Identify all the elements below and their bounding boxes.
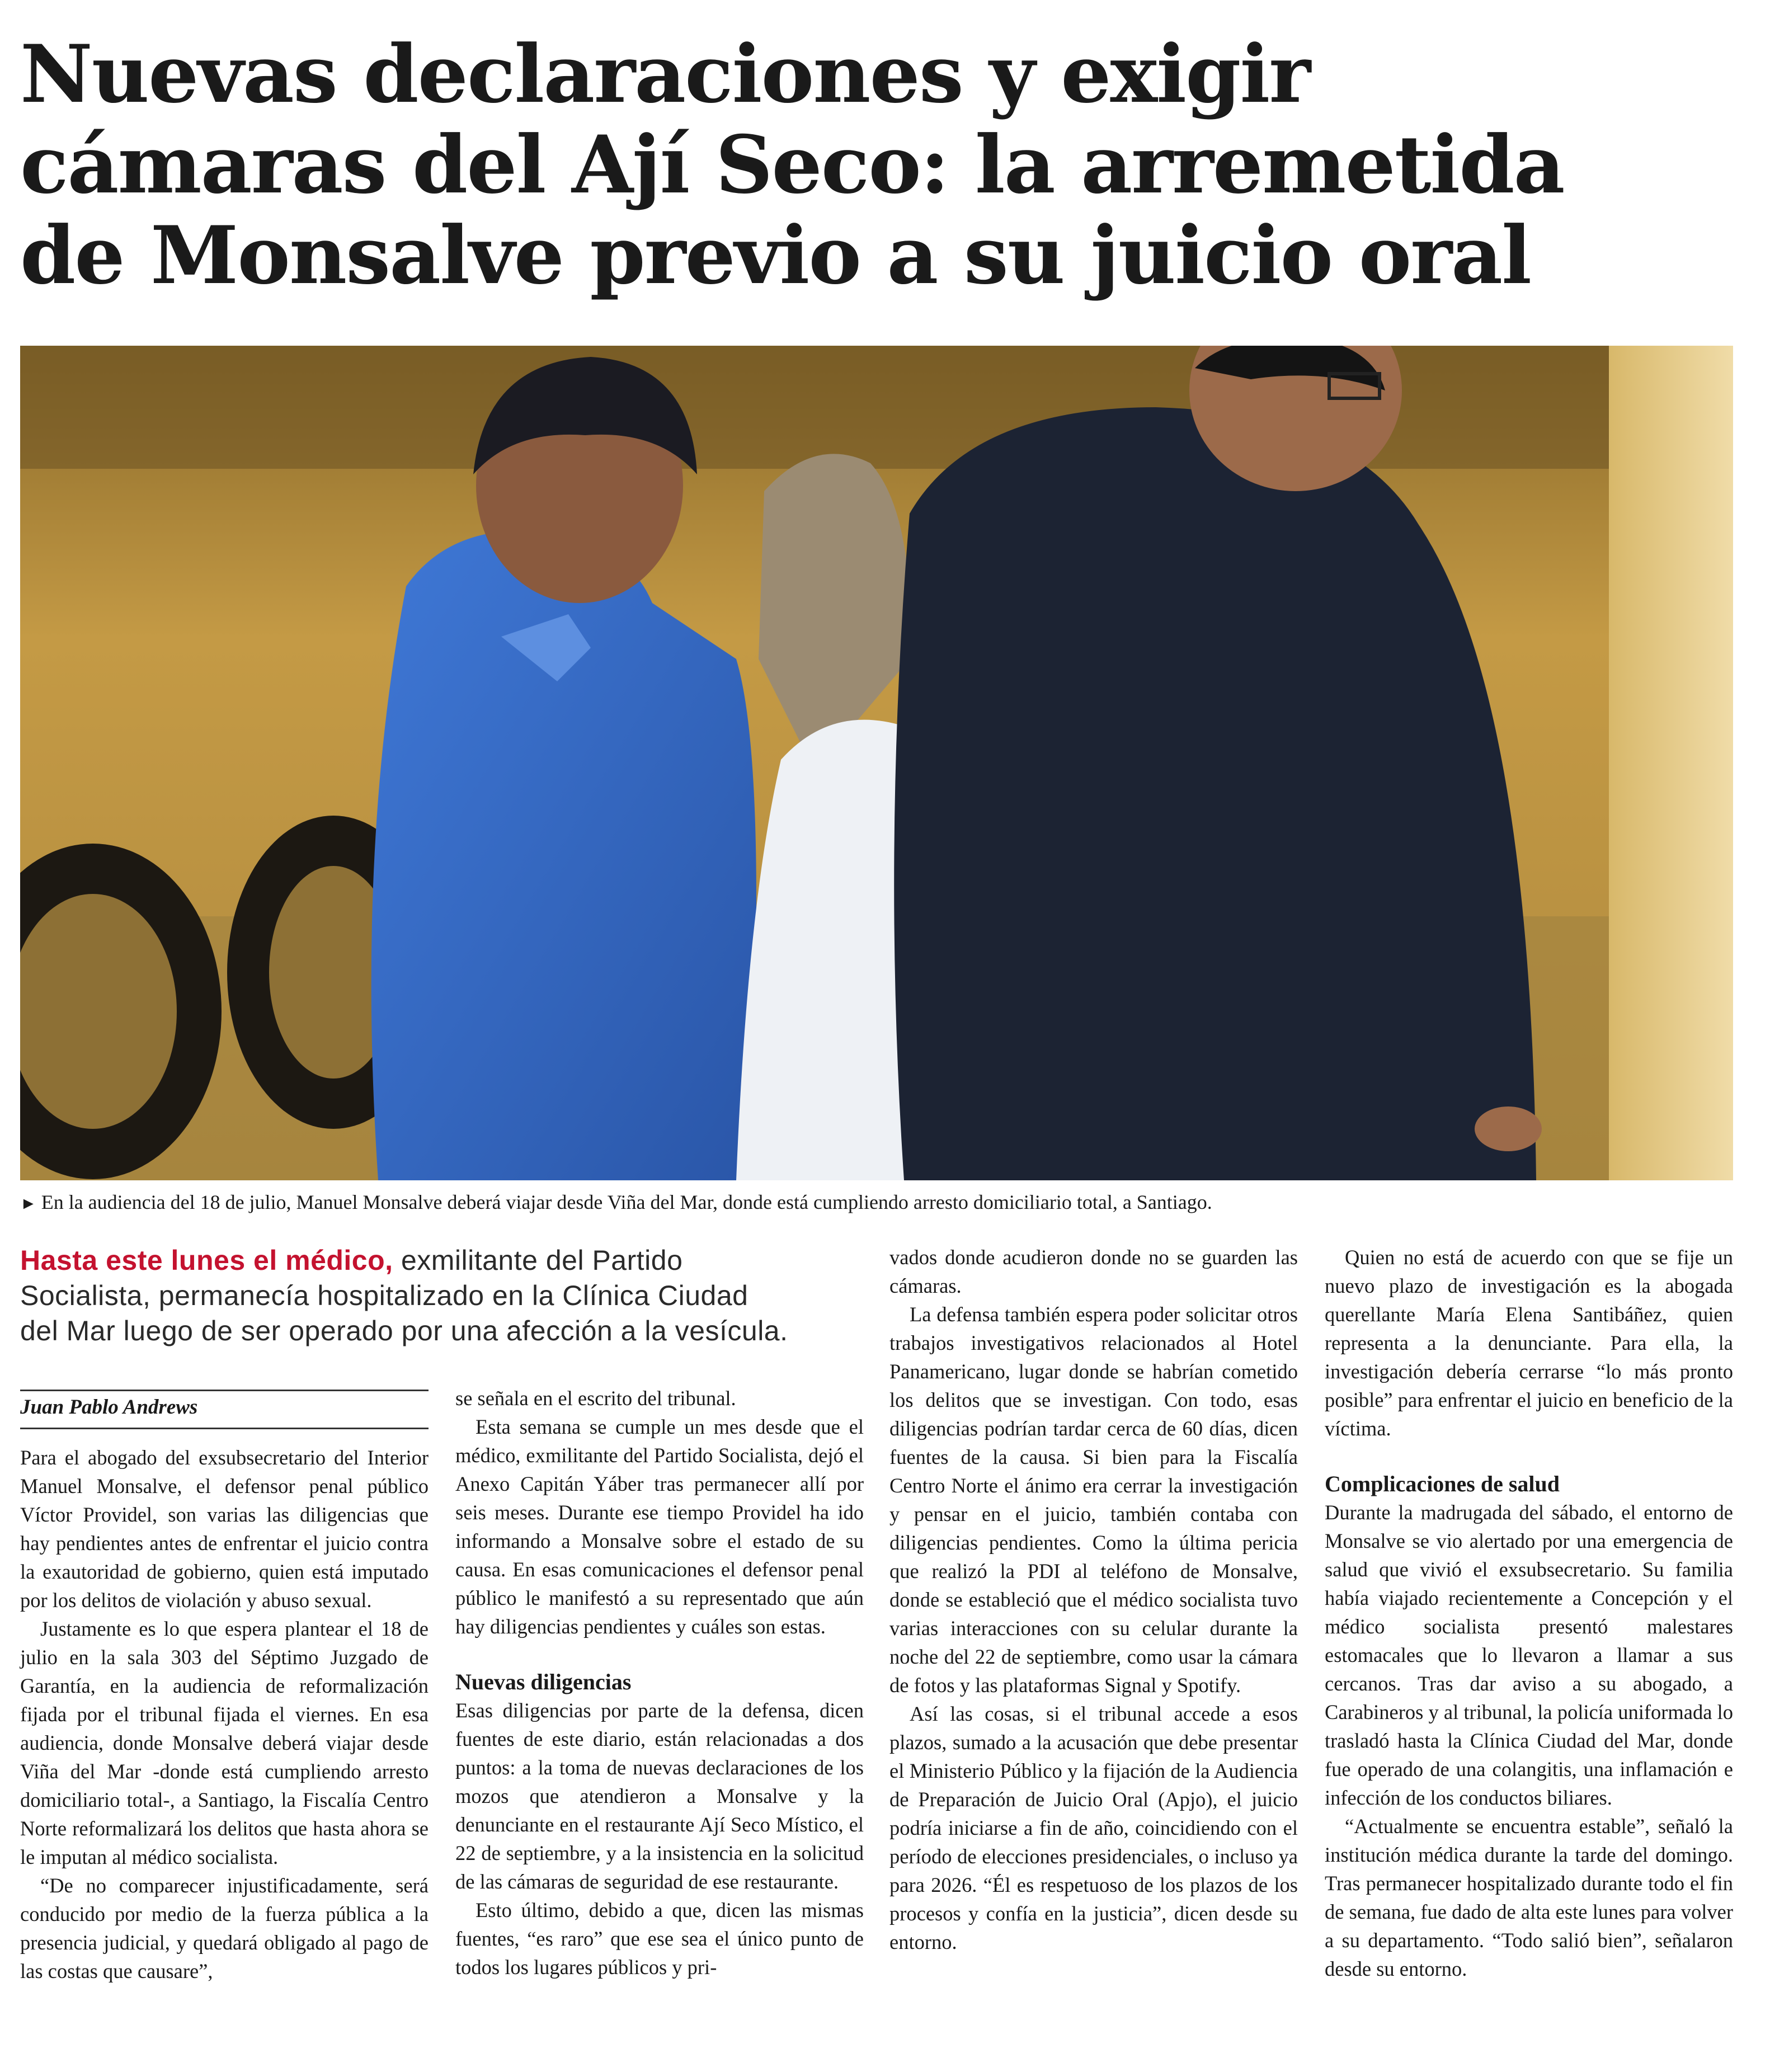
paragraph: Esto último, debido a que, dicen las mismas fuentes, “es raro” que ese sea el único punto de todos los lugares públicos y pri- [455, 1899, 864, 1979]
article-column-1 [20, 1443, 429, 1985]
lede-line-2: Socialista, permanecía hospitalizado en la Clínica Ciudad [20, 1280, 749, 1311]
paragraph: vados donde acudieron donde no se guarden las cámaras. [889, 1246, 1298, 1297]
subheading-complicaciones-de-salud: Complicaciones de salud [1325, 1471, 1560, 1496]
photo-illustration [20, 346, 1733, 1180]
headline-line-1: Nuevas declaraciones y exigir [20, 28, 1310, 121]
caption-text: En la audiencia del 18 de julio, Manuel Monsalve deberá viajar desde Viña del Mar, donde está cumpliendo arresto domiciliario total, a Santiago. [41, 1191, 1212, 1213]
lede [20, 1243, 870, 1349]
article-column-3 [889, 1243, 1298, 1956]
article-column-4 [1325, 1243, 1733, 1983]
paragraph: La defensa también espera poder solicitar otros trabajos investigativos relacionados al Hotel Panamericano, lugar donde se habrían cometido los delitos que se investigan. Con todo, esas diligencias podrían tardar cerca de 60 días, dicen fuentes de la causa. Si bien para la Fiscalía Centro Norte el ánimo era cerrar la investigación y pensar en el juicio, también contaba con diligencias pendientes. Como la última pericia que realizó la PDI al teléfono de Monsalve, donde se estableció que el médico socialista tuvo varias interacciones con su celular durante la noche del 22 de septiembre, como usar la cámara de fotos y las plataformas Signal y Spotify. [889, 1303, 1298, 1697]
lede-line-3: del Mar luego de ser operado por una afección a la vesícula. [20, 1315, 788, 1346]
byline-top-rule [20, 1390, 429, 1391]
paragraph: Justamente es lo que espera plantear el 18 de julio en la sala 303 del Séptimo Juzgado de Garantía, en la audiencia de reformalización fijada por el tribunal fijada el viernes. En esa audiencia, donde Monsalve deberá viajar desde Viña del Mar -donde está cumpliendo arresto domiciliario total-, a Santiago, la Fiscalía Centro Norte reformalizará los delitos que hasta ahora se le imputan al médico socialista. [20, 1617, 429, 1868]
lede-line-1-rest: exmilitante del Partido [393, 1245, 683, 1276]
headline-line-3: de Monsalve previo a su juicio oral [20, 209, 1531, 302]
article-photo [20, 346, 1733, 1180]
paragraph: Esta semana se cumple un mes desde que el médico, exmilitante del Partido Socialista, dejó el Anexo Capitán Yáber tras permanecer allí por seis meses. Durante ese tiempo Providel ha ido informando a Monsalve sobre el estado de su causa. En esas comunicaciones el defensor penal público le manifestó a su representado que aún hay diligencias pendientes y cuáles son estas. [455, 1415, 864, 1638]
headline-line-2: cámaras del Ají Seco: la arremetida [20, 119, 1564, 211]
paragraph: se señala en el escrito del tribunal. [455, 1387, 736, 1410]
paragraph: Así las cosas, si el tribunal accede a esos plazos, sumado a la acusación que debe presentar el Ministerio Público y la fijación de la Audiencia de Preparación de Juicio Oral (Apjo), el juicio podría iniciarse a fin de año, coincidiendo con el período de elecciones presidenciales, o incluso ya para 2026. “Él es respetuoso de los plazos de los procesos y confía en la justicia”, dicen desde su entorno. [889, 1702, 1298, 1953]
paragraph: Quien no está de acuerdo con que se fije un nuevo plazo de investigación es la abogada querellante María Elena Santibáñez, quien representa a la denunciante. Para ella, la investigación debería cerrarse “lo más pronto posible” para enfrentar el juicio en beneficio de la víctima. [1325, 1246, 1733, 1440]
byline-bottom-rule [20, 1428, 429, 1429]
lede-line-1 [20, 1243, 870, 1278]
paragraph: Durante la madrugada del sábado, el entorno de Monsalve se vio alertado por una emergencia de salud que vivió el exsubsecretario. Su familia había viajado recientemente a Concepción y el médico socialista presentó malestares estomacales que lo llevaron a llamar a sus cercanos. Tras dar aviso a su abogado, a Carabineros y al tribunal, la policía uniformada lo trasladó hasta la Clínica Ciudad del Mar, donde fue operado de una colangitis, una inflamación e infección de los conductos biliares. [1325, 1501, 1733, 1809]
paragraph: Para el abogado del exsubsecretario del Interior Manuel Monsalve, el defensor penal público Víctor Providel, son varias las diligencias que hay pendientes antes de enfrentar el juicio contra la exautoridad de gobierno, quien está imputado por los delitos de violación y abuso sexual. [20, 1446, 429, 1612]
lede-lead-in: Hasta este lunes el médico, [20, 1245, 393, 1276]
byline: Juan Pablo Andrews [20, 1396, 198, 1419]
article-column-2 [455, 1384, 864, 1981]
paragraph: “De no comparecer injustificadamente, será conducido por medio de la fuerza pública a la presencia judicial, y quedará obligado al pago de las costas que causare”, [20, 1874, 429, 1982]
caption-triangle-icon: ► [20, 1194, 37, 1213]
subheading-nuevas-diligencias: Nuevas diligencias [455, 1669, 632, 1694]
paragraph: Esas diligencias por parte de la defensa, dicen fuentes de este diario, están relacionadas a dos puntos: a la toma de nuevas declaraciones de los mozos que atendieron a Monsalve y la denunciante en el restaurante Ají Seco Místico, el 22 de septiembre, y a la insistencia en la solicitud de las cámaras de seguridad de ese restaurante. [455, 1699, 864, 1893]
photo-caption [20, 1189, 1733, 1217]
paragraph: “Actualmente se encuentra estable”, señaló la institución médica durante la tarde del domingo. Tras permanecer hospitalizado durante todo el fin de semana, fue dado de alta este lunes para volver a su departamento. “Todo salió bien”, señalaron desde su entorno. [1325, 1815, 1733, 1980]
headline [20, 29, 1698, 301]
